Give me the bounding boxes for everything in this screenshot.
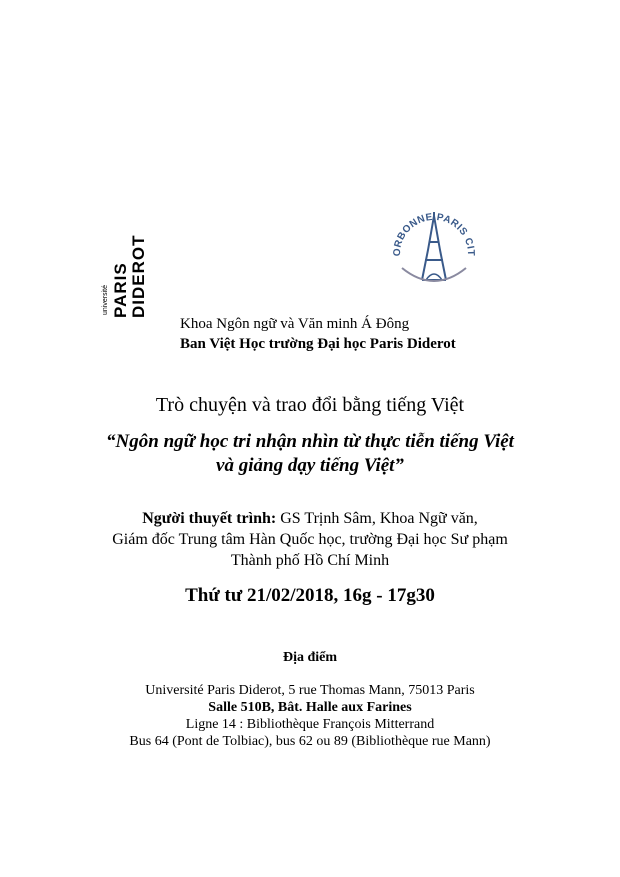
- event-date: Thứ tư 21/02/2018, 16g - 17g30: [185, 585, 435, 606]
- speaker-label: Người thuyết trình:: [142, 510, 277, 527]
- location-heading: Địa điểm: [282, 650, 338, 665]
- logo-paris: PARIS: [111, 262, 130, 318]
- event-kind: Trò chuyện và trao đổi bằng tiếng Việt: [155, 394, 465, 416]
- location-block: [0, 682, 620, 750]
- event-title: [0, 430, 620, 478]
- logo-diderot: DIDEROT: [129, 234, 148, 318]
- speaker-line-3: Thành phố Hồ Chí Minh: [230, 552, 390, 569]
- svg-text:SORBONNE PARIS CITÉ: ORBONNE PARIS CIT: [391, 211, 477, 257]
- logo-universite: université: [102, 285, 109, 315]
- location-line-3: Ligne 14 : Bibliothèque François Mitterrand: [185, 717, 435, 732]
- section-name: Ban Việt Học trường Đại học Paris Diderot: [180, 336, 456, 352]
- department-name: Khoa Ngôn ngữ và Văn minh Á Đông: [180, 316, 410, 332]
- speaker-block: [0, 508, 620, 571]
- speaker-line-2: Giám đốc Trung tâm Hàn Quốc học, trường Đại học Sư phạm: [112, 531, 508, 548]
- location-line-4: Bus 64 (Pont de Tolbiac), bus 62 ou 89 (Bibliothèque rue Mann): [129, 734, 491, 749]
- title-line-2: và giảng dạy tiếng Việt”: [216, 455, 404, 476]
- title-line-1: “Ngôn ngữ học tri nhận nhìn từ thực tiễn tiếng Việt: [106, 431, 514, 452]
- sorbonne-paris-cite-logo: [388, 202, 480, 294]
- location-line-1: Université Paris Diderot, 5 rue Thomas Mann, 75013 Paris: [145, 683, 475, 698]
- location-line-2: Salle 510B, Bât. Halle aux Farines: [208, 700, 412, 715]
- speaker-line-1: GS Trịnh Sâm, Khoa Ngữ văn,: [276, 510, 478, 527]
- paris-diderot-logo: [100, 190, 148, 318]
